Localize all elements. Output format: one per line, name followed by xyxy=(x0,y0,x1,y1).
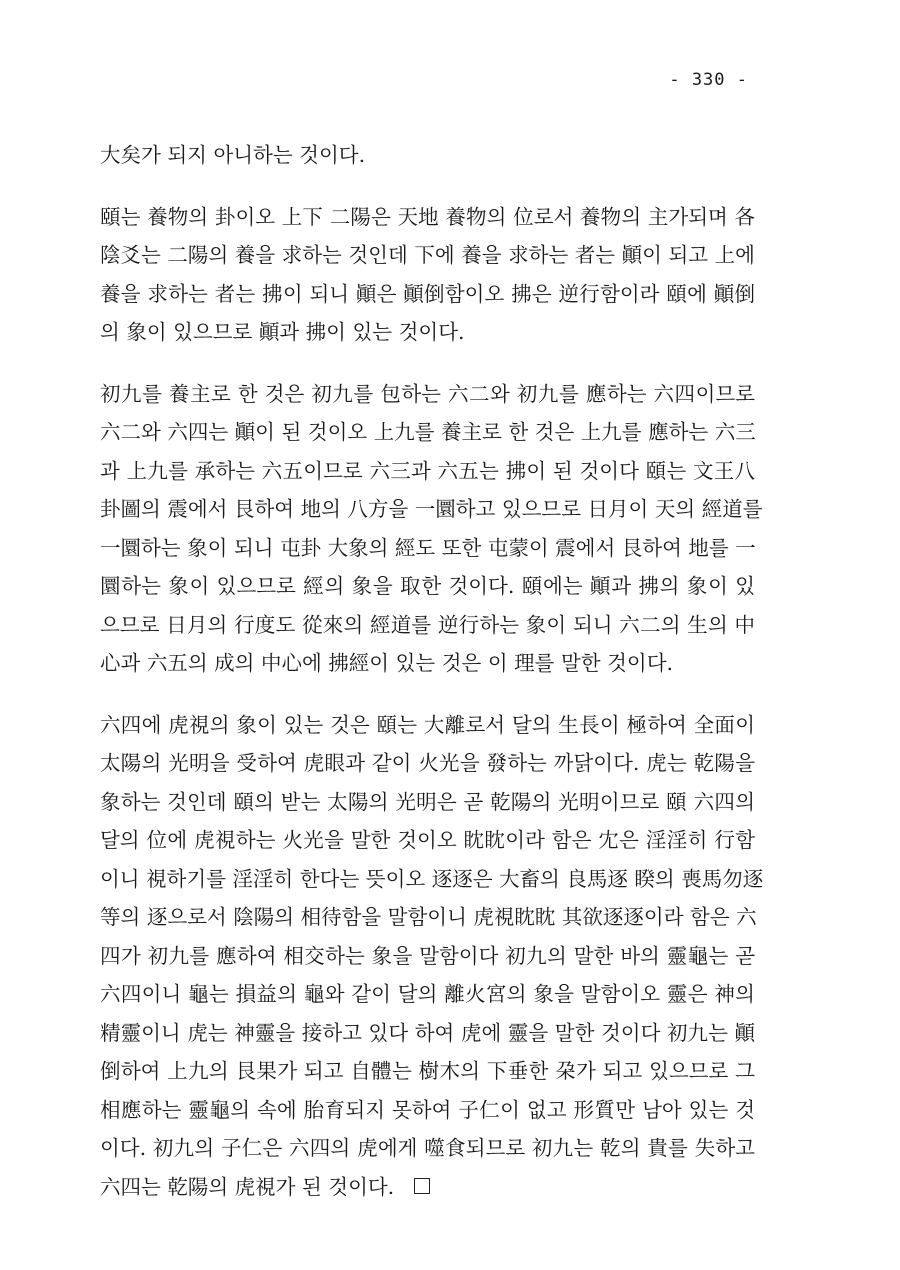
text-line: 四가 初九를 應하여 相交하는 象을 말함이다 初九의 말한 바의 靈龜는 곧 xyxy=(100,943,755,968)
text-line: 과 上九를 承하는 六五이므로 六三과 六五는 拂이 된 것이다 頤는 文王八 xyxy=(100,458,755,483)
page-number: - 330 - xyxy=(669,70,748,90)
paragraph-1 xyxy=(100,136,755,175)
text-line: 初九를 養主로 한 것은 初九를 包하는 六二와 初九를 應하는 六四이므로 xyxy=(100,381,755,406)
text-line: 養을 求하는 者는 拂이 되니 顚은 顚倒함이오 拂은 逆行함이라 頤에 顚倒 xyxy=(100,281,755,306)
text-line: 으므로 日月의 行度도 從來의 經道를 逆行하는 象이 되니 六二의 生의 中 xyxy=(100,612,755,637)
text-line: 달의 位에 虎視하는 火光을 말한 것이오 眈眈이라 함은 冘은 淫淫히 行함 xyxy=(100,828,755,852)
text-line: 相應하는 靈龜의 속에 胎育되지 못하여 子仁이 없고 形質만 남아 있는 것 xyxy=(100,1097,755,1122)
text-line: 六四는 乾陽의 虎視가 된 것이다. xyxy=(100,1174,395,1199)
text-line: 精靈이니 虎는 神靈을 接하고 있다 하여 虎에 靈을 말한 것이다 初九는 顚 xyxy=(100,1020,755,1045)
text-line: 의 象이 있으므로 顚과 拂이 있는 것이다. xyxy=(100,320,465,344)
paragraph-4 xyxy=(100,706,764,1207)
text-line: 陰爻는 二陽의 養을 求하는 것인데 下에 養을 求하는 者는 顚이 되고 上에 xyxy=(100,243,755,267)
text-line: 六二와 六四는 顚이 된 것이오 上九를 養主로 한 것은 上九를 應하는 六三 xyxy=(100,420,756,444)
text-line: 이니 視하기를 淫淫히 한다는 뜻이오 逐逐은 大畜의 良馬逐 睽의 喪馬勿逐 xyxy=(100,866,764,891)
text-line: 倒하여 上九의 艮果가 되고 自體는 樹木의 下垂한 朶가 되고 있으므로 그 xyxy=(100,1059,755,1083)
text-line: 一圜하는 象이 되니 屯卦 大象의 經도 또한 屯蒙이 震에서 艮하여 地를 一 xyxy=(100,535,756,560)
text-line: 卦圖의 震에서 艮하여 地의 八方을 一圜하고 있으므로 日月이 天의 經道를 xyxy=(100,497,763,521)
end-of-page-mark xyxy=(414,1178,430,1194)
text-line: 頤는 養物의 卦이오 上下 二陽은 天地 養物의 位로서 養物의 主가되며 各 xyxy=(100,204,755,229)
text-line: 圜하는 象이 있으므로 經의 象을 取한 것이다. 頤에는 顚과 拂의 象이 있 xyxy=(100,574,755,598)
text-line: 太陽의 光明을 受하여 虎眼과 같이 火光을 發하는 까닭이다. 虎는 乾陽을 xyxy=(100,751,755,775)
text-line: 六四이니 龜는 損益의 龜와 같이 달의 離火宮의 象을 말함이오 靈은 神의 xyxy=(100,982,755,1006)
text-line: 이다. 初九의 子仁은 六四의 虎에게 噬食되므로 初九는 乾의 貴를 失하고 xyxy=(100,1136,755,1160)
text-line: 等의 逐으로서 陰陽의 相待함을 말함이니 虎視眈眈 其欲逐逐이라 함은 六 xyxy=(100,905,757,929)
text-line: 六四에 虎視의 象이 있는 것은 頤는 大離로서 달의 生長이 極하여 全面이 xyxy=(100,712,755,737)
text-line: 心과 六五의 成의 中心에 拂經이 있는 것은 이 理를 말한 것이다. xyxy=(100,651,674,675)
paragraph-2 xyxy=(100,198,755,352)
text-line: 象하는 것인데 頤의 받는 太陽의 光明은 곧 乾陽의 光明이므로 頤 六四의 xyxy=(100,789,755,814)
paragraph-3 xyxy=(100,375,763,683)
text-line: 大矣가 되지 아니하는 것이다. xyxy=(100,143,366,167)
body-text xyxy=(100,136,764,1206)
